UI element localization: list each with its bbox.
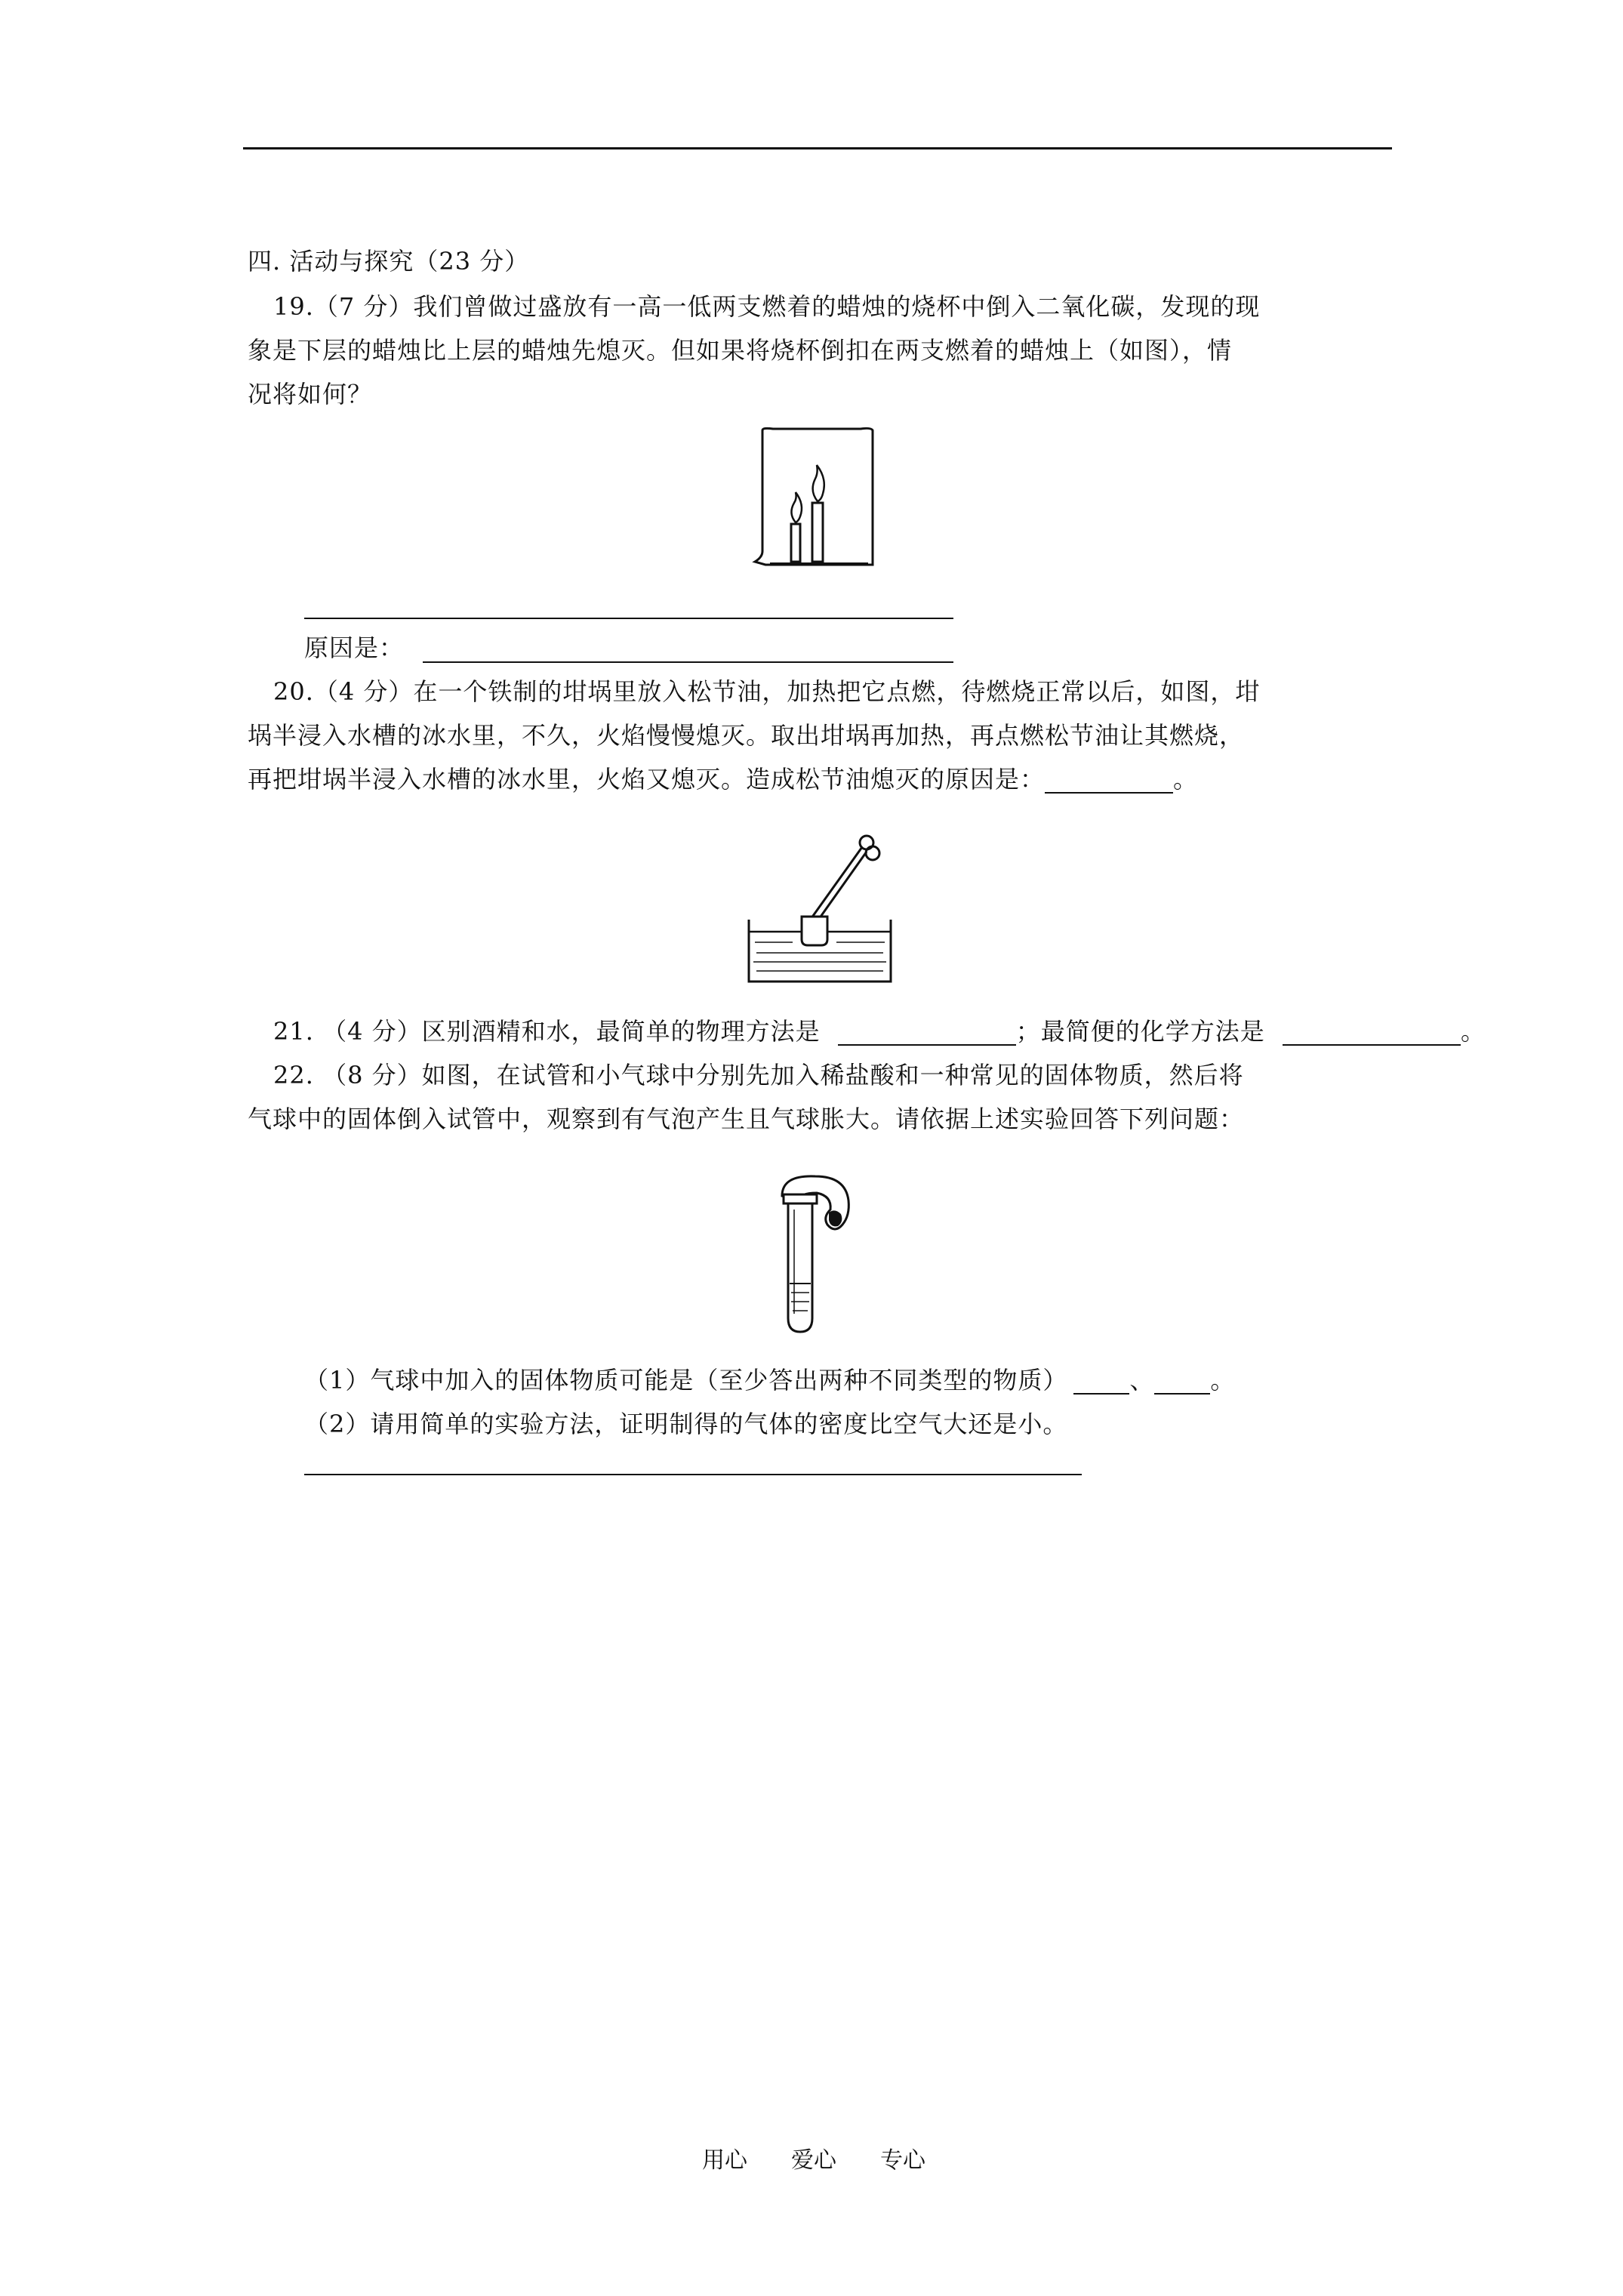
q22-line-2: 气球中的固体倒入试管中，观察到有气泡产生且气球胀大。请依据上述实验回答下列问题： [248,1105,1245,1133]
q22-solid-blank-2[interactable] [1154,1367,1210,1395]
header-rule [243,147,1392,149]
q19-line-2: 象是下层的蜡烛比上层的蜡烛先熄灭。但如果将烧杯倒扣在两支燃着的蜡烛上（如图），情 [248,336,1233,365]
q21-physical-blank[interactable] [838,1019,1016,1046]
q21-chemical-blank[interactable] [1283,1019,1461,1046]
beaker-candles-figure [740,424,883,569]
q21-part1: 21. （4 分）区别酒精和水，最简单的物理方法是 [273,1017,821,1046]
footer-item-2: 爱心 [791,2147,836,2174]
section-title: 四. 活动与探究（23 分） [248,247,530,276]
q20-line-3-text: 再把坩埚半浸入水槽的冰水里，火焰又熄灭。造成松节油熄灭的原因是： [248,765,1046,794]
q20-line-1: 20.（4 分）在一个铁制的坩埚里放入松节油，加热把它点燃，待燃烧正常以后，如图，坩 [273,677,1261,706]
q21-part2: ；最简便的化学方法是 [1015,1017,1265,1046]
footer-item-1: 用心 [702,2147,747,2174]
q19-line-1: 19.（7 分）我们曾做过盛放有一高一低两支燃着的蜡烛的烧杯中倒入二氧化碳，发现的现 [273,292,1261,321]
q19-line-3: 况将如何？ [248,380,373,408]
q21-line [273,1016,1486,1046]
q22-sub1-separator: 、 [1129,1366,1155,1395]
q20-answer-blank[interactable] [1045,766,1173,794]
q19-answer-line[interactable] [304,618,953,619]
q22-sub2: （2）请用简单的实验方法，证明制得的气体的密度比空气大还是小。 [304,1410,1068,1438]
q22-line-1: 22. （8 分）如图，在试管和小气球中分别先加入稀盐酸和一种常见的固体物质，然后将 [273,1061,1244,1089]
footer-item-3: 专心 [880,2147,925,2174]
q22-sub1 [304,1365,1235,1395]
q20-line-3 [248,764,1198,794]
q19-reason-line[interactable] [423,661,953,663]
q22-answer-line[interactable] [304,1474,1082,1475]
q20-end-mark: 。 [1173,765,1199,794]
test-tube-balloon-figure [770,1170,873,1336]
q19-reason-label: 原因是： [304,633,405,662]
q21-end-mark: 。 [1460,1017,1486,1046]
q22-sub1-text: （1）气球中加入的固体物质可能是（至少答出两种不同类型的物质） [304,1366,1068,1395]
crucible-water-trough-figure [740,827,898,986]
q22-sub1-end-mark: 。 [1210,1366,1236,1395]
page-footer [702,2141,969,2174]
q22-solid-blank-1[interactable] [1073,1367,1129,1395]
q20-line-2: 埚半浸入水槽的冰水里，不久，火焰慢慢熄灭。取出坩埚再加热，再点燃松节油让其燃烧， [248,721,1245,750]
